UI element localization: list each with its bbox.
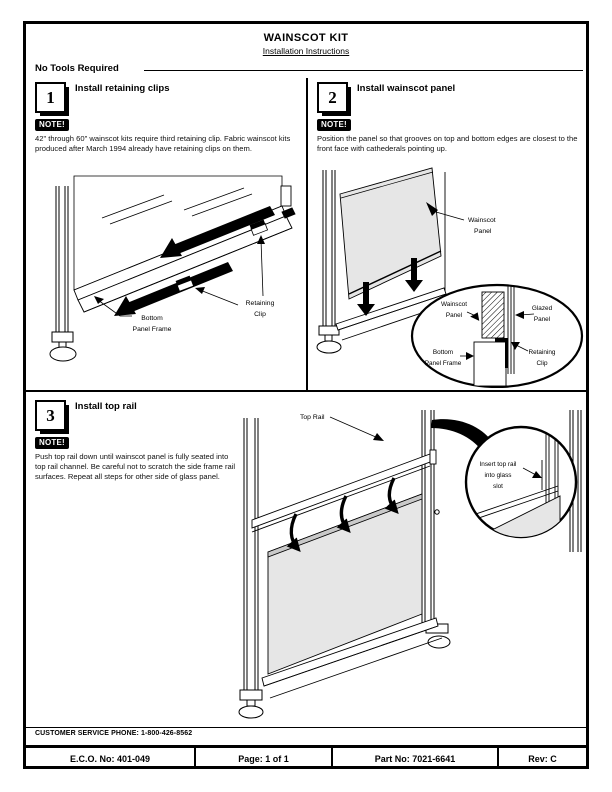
step1-note-text: 42" through 60" wainscot kits require third retaining clip. Fabric wainscot kits produced after March 1994 already have retaining clips on them. [35, 134, 291, 153]
step1-title: Install retaining clips [75, 83, 170, 94]
wainscot-panel [268, 494, 422, 674]
page-border [23, 21, 589, 769]
step1-number-box: 1 [35, 82, 66, 113]
step2-title: Install wainscot panel [357, 83, 456, 94]
frame-post [50, 186, 76, 361]
bottom-frame-cross-section [474, 342, 506, 386]
wainscot-panel [340, 168, 441, 299]
svg-text:Panel: Panel [474, 228, 492, 235]
frame-post-right [422, 410, 450, 648]
svg-text:Panel: Panel [533, 316, 551, 323]
top-rail-callout [300, 414, 384, 441]
step3-number-box: 3 [35, 400, 66, 431]
svg-text:Bottom: Bottom [432, 349, 454, 356]
part-number-cell: Part No: 7021-6641 [333, 748, 499, 769]
no-tools-label: No Tools Required [35, 63, 119, 74]
svg-text:into glass: into glass [484, 472, 512, 479]
glass-slot-detail [466, 427, 576, 540]
svg-text:Wainscot: Wainscot [468, 217, 496, 224]
page-number-cell: Page: 1 of 1 [196, 748, 333, 769]
step3-note-badge: NOTE! [35, 437, 69, 449]
step2-note-badge: NOTE! [317, 119, 351, 131]
svg-text:Panel: Panel [445, 312, 463, 319]
step2-diagram [314, 164, 584, 388]
frame-post [239, 418, 263, 718]
svg-text:Retaining: Retaining [528, 349, 556, 356]
svg-text:Glazed: Glazed [531, 305, 553, 312]
step1-note-badge: NOTE! [35, 119, 69, 131]
svg-text:Panel Frame: Panel Frame [424, 360, 462, 367]
panel-divider-horizontal [26, 390, 586, 392]
step1-header [35, 82, 305, 114]
eco-number-cell: E.C.O. No: 401-049 [26, 748, 196, 769]
page-content [26, 24, 586, 766]
step2-number-box: 2 [317, 82, 348, 113]
step3-note-text: Push top rail down until wainscot panel is fully seated into top rail channel. Be careful not to scratch the side frame rail surfaces. Repeat all steps for other side of glass panel. [35, 452, 236, 481]
svg-text:Insert top rail: Insert top rail [479, 461, 517, 468]
footer-divider [26, 727, 586, 728]
no-tools-rule [144, 70, 583, 71]
doc-subtitle: Installation Instructions [262, 46, 350, 56]
svg-text:Panel Frame: Panel Frame [132, 326, 172, 333]
svg-text:Clip: Clip [536, 360, 548, 367]
step1-diagram [32, 172, 304, 388]
svg-text:Top Rail: Top Rail [300, 414, 325, 421]
step3-title: Install top rail [75, 401, 137, 412]
svg-text:Clip: Clip [254, 311, 266, 318]
svg-text:slot: slot [493, 483, 503, 490]
doc-title: WAINSCOT KIT [263, 32, 349, 44]
panel-divider-vertical [306, 78, 308, 390]
step3-diagram [226, 402, 582, 724]
step2-header [317, 82, 579, 114]
step2-note-text: Position the panel so that grooves on top and bottom edges are closest to the front face with cathederals pointing up. [317, 134, 578, 153]
svg-text:Bottom: Bottom [141, 315, 163, 322]
customer-service-phone: CUSTOMER SERVICE PHONE: 1-800-426-8562 [35, 730, 193, 737]
svg-text:Wainscot: Wainscot [440, 301, 468, 308]
svg-text:Retaining: Retaining [245, 300, 275, 307]
document-control-bar [26, 745, 586, 769]
revision-cell: Rev: C [528, 753, 557, 764]
wainscot-cross-section [482, 292, 504, 338]
